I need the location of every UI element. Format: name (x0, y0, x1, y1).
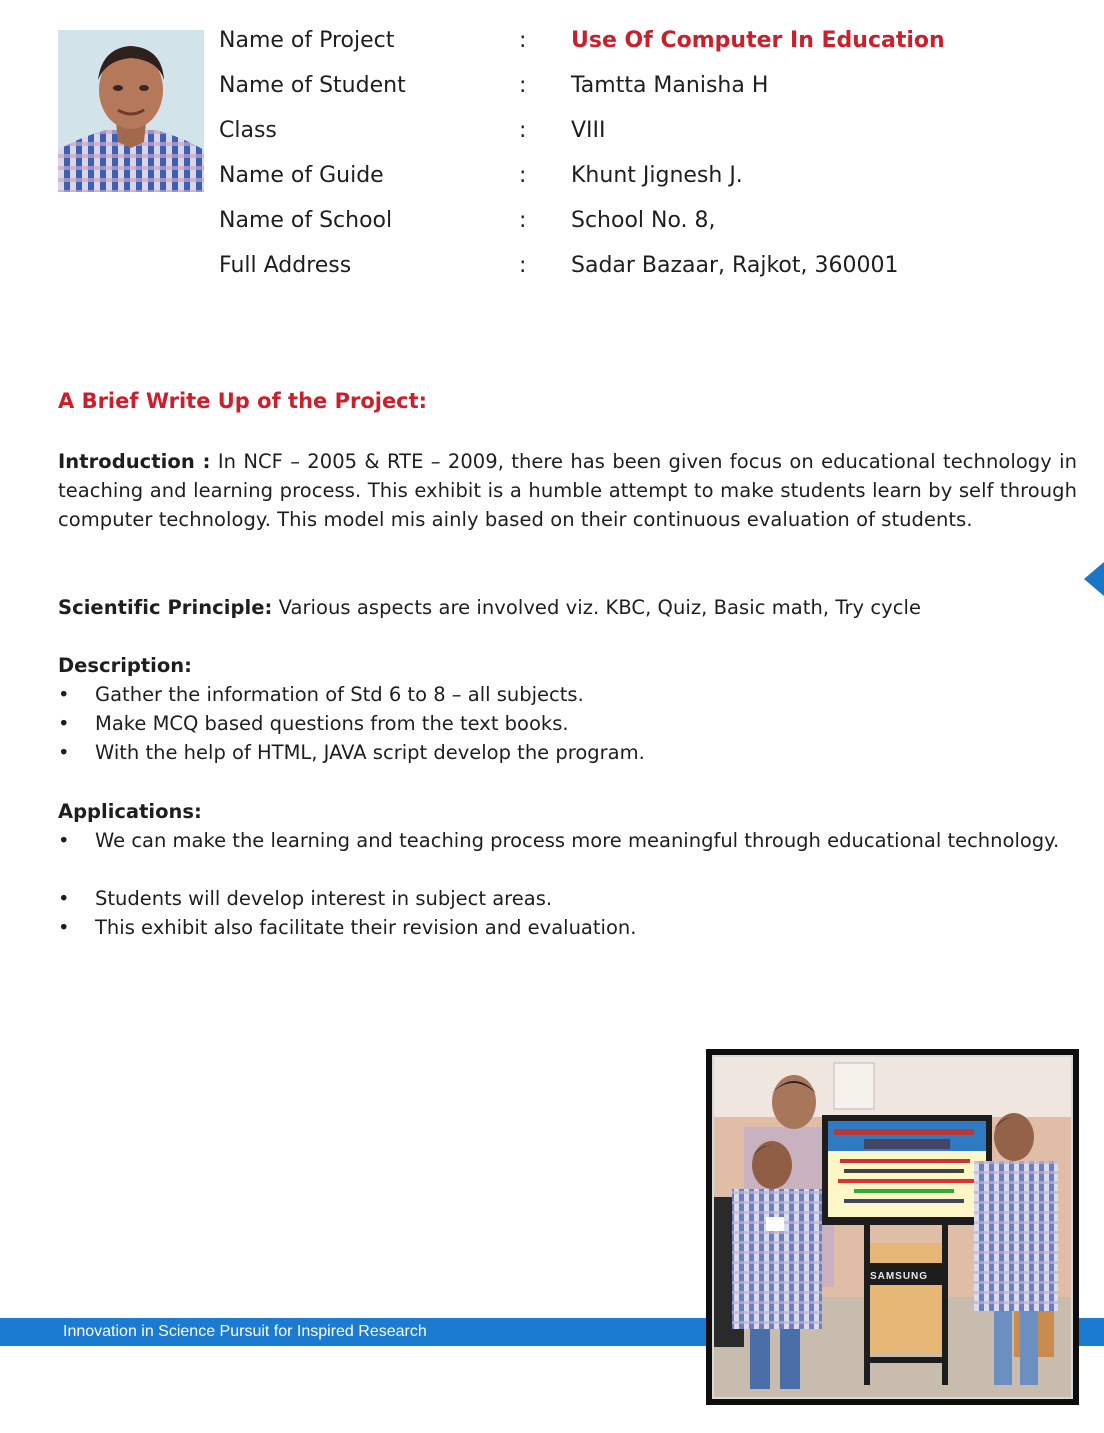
footer-tagline: Innovation in Science Pursuit for Inspired Research (63, 1323, 427, 1340)
info-label: Full Address (219, 253, 352, 278)
scientific-principle-label: Scientific Principle: (58, 596, 273, 619)
info-colon: : (519, 118, 527, 143)
info-colon: : (519, 163, 527, 188)
description-heading: Description: (58, 654, 192, 677)
info-label: Name of Student (219, 73, 406, 98)
application-item-text: Students will develop interest in subject areas. (95, 887, 553, 910)
class-value: VIII (571, 118, 606, 143)
student-portrait (58, 30, 204, 192)
full-address: Sadar Bazaar, Rajkot, 360001 (571, 253, 899, 278)
description-item-text: Make MCQ based questions from the text books. (95, 712, 569, 735)
page-tab-arrow-icon (1084, 562, 1104, 596)
bullet: • (58, 683, 70, 706)
application-item-text: We can make the learning and teaching process more meaningful through educational technology. (95, 829, 1060, 852)
tv-brand-label: SAMSUNG (869, 1271, 929, 1282)
introduction-paragraph (58, 447, 1077, 534)
bullet: • (58, 741, 70, 764)
bullet: • (58, 887, 70, 910)
student-name: Tamtta Manisha H (571, 73, 769, 98)
info-row-address (219, 251, 1019, 281)
introduction-label: Introduction : (58, 450, 211, 473)
info-row-school (219, 206, 1019, 236)
info-row-project (219, 26, 1019, 56)
description-item-text: With the help of HTML, JAVA script develop the program. (95, 741, 645, 764)
description-item-text: Gather the information of Std 6 to 8 – all subjects. (95, 683, 584, 706)
applications-heading: Applications: (58, 800, 202, 823)
school-name: School No. 8, (571, 208, 716, 233)
scientific-principle-text: Various aspects are involved viz. KBC, Quiz, Basic math, Try cycle (278, 596, 922, 619)
info-colon: : (519, 208, 527, 233)
info-row-guide (219, 161, 1019, 191)
scientific-principle-paragraph (58, 593, 1077, 622)
section-title: A Brief Write Up of the Project: (58, 389, 428, 413)
bullet: • (58, 829, 70, 852)
info-colon: : (519, 28, 527, 53)
application-item-text: This exhibit also facilitate their revision and evaluation. (95, 916, 637, 939)
introduction-text: In NCF – 2005 & RTE – 2009, there has been given focus on educational technology in teaching and learning process. This exhibit is a humble attempt to make students learn by self through computer technology. This model mis ainly based on their continuous evaluation of students. (58, 450, 1077, 531)
info-row-class (219, 116, 1019, 146)
exhibit-scene (714, 1057, 1071, 1397)
guide-name: Khunt Jignesh J. (571, 163, 743, 188)
info-colon: : (519, 253, 527, 278)
info-label: Name of Project (219, 28, 395, 53)
project-name: Use Of Computer In Education (571, 28, 945, 53)
student-portrait-image (58, 30, 204, 192)
exhibit-photo (706, 1049, 1079, 1405)
info-label: Name of Guide (219, 163, 384, 188)
bullet: • (58, 712, 70, 735)
info-label: Class (219, 118, 277, 143)
info-colon: : (519, 73, 527, 98)
exhibit-photo-image (712, 1055, 1073, 1399)
info-label: Name of School (219, 208, 393, 233)
info-row-student (219, 71, 1019, 101)
bullet: • (58, 916, 70, 939)
